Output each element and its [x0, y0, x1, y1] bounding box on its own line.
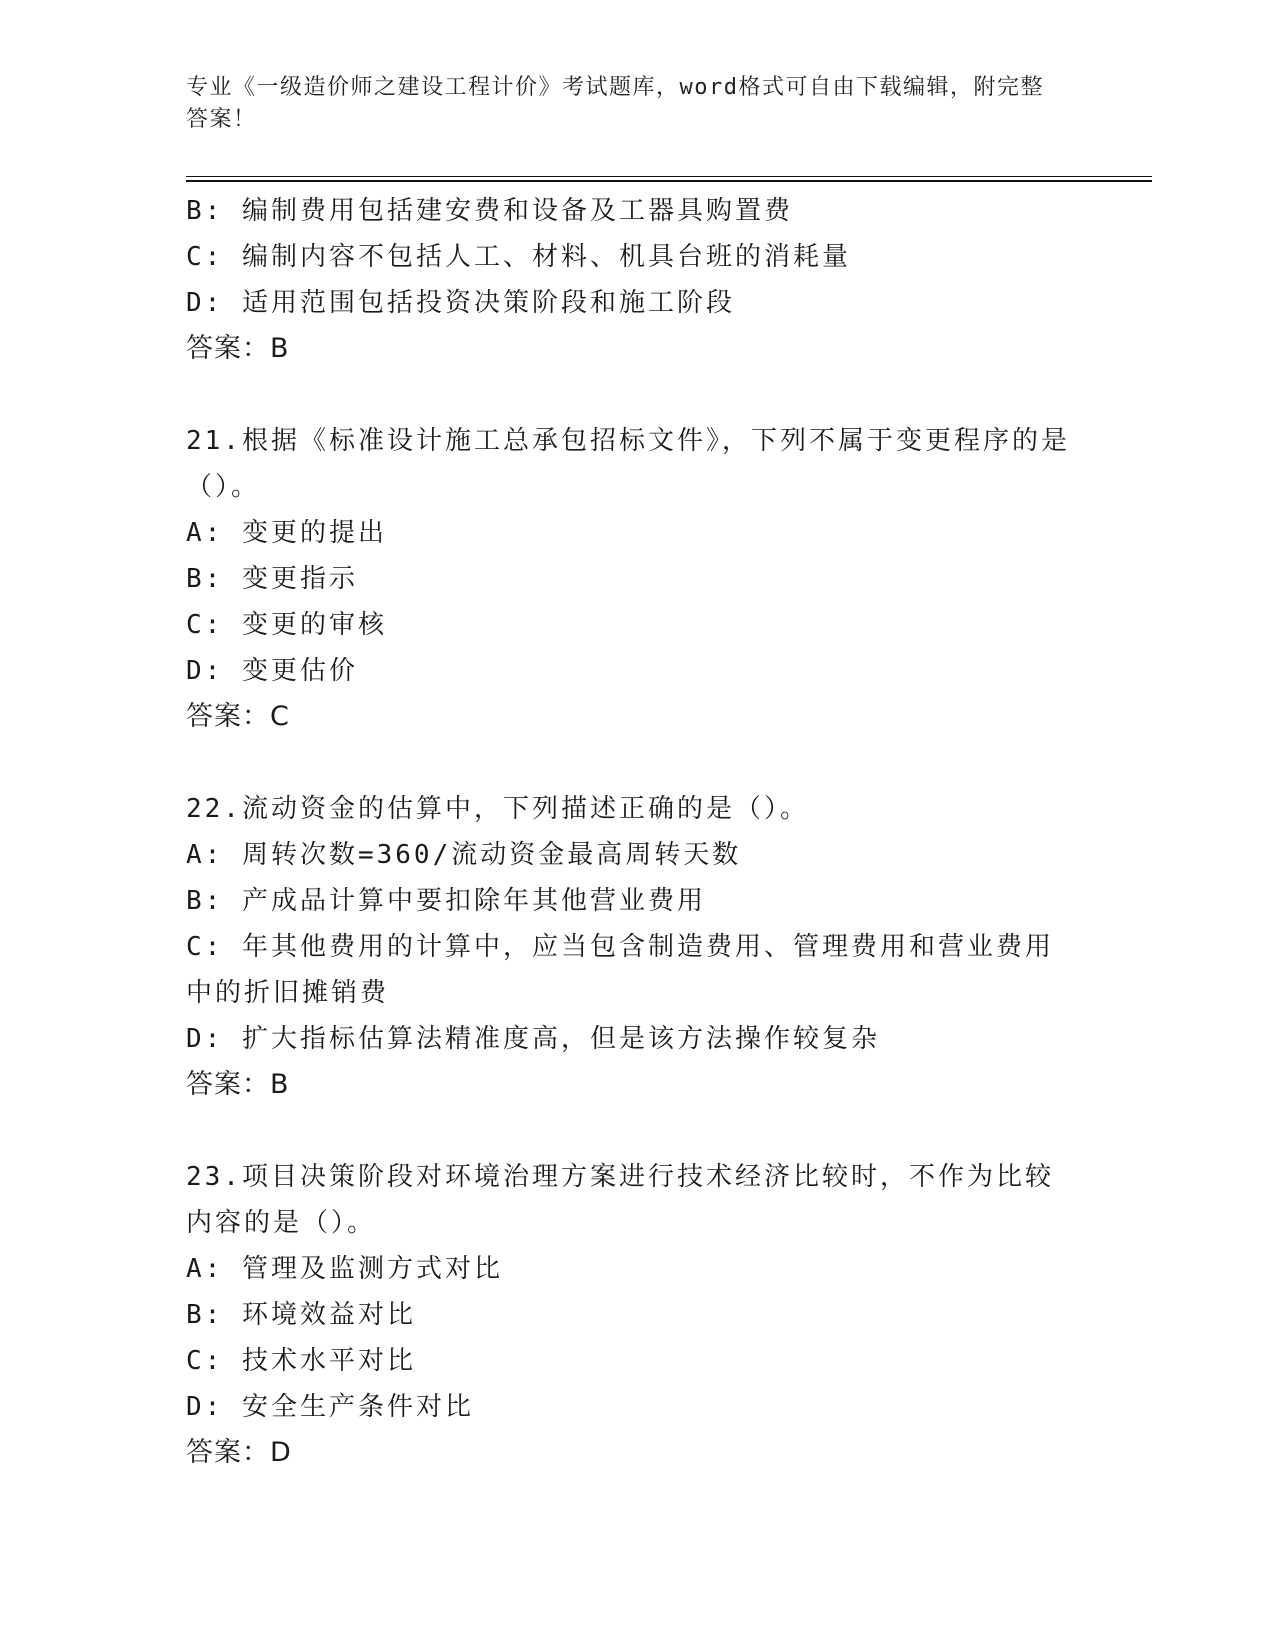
option-c: C: 编制内容不包括人工、材料、机具台班的消耗量 [186, 242, 851, 272]
header-divider-thin [186, 176, 1152, 177]
answer-line: 答案：B [186, 333, 290, 364]
question-block-partial [186, 188, 1076, 372]
option-d: D: 变更估价 [186, 656, 358, 686]
question-stem: 23.项目决策阶段对环境治理方案进行技术经济比较时，不作为比较内容的是（）。 [186, 1162, 1054, 1238]
question-block-21 [186, 418, 1076, 740]
option-d: D: 适用范围包括投资决策阶段和施工阶段 [186, 288, 735, 318]
spacer [186, 740, 1076, 786]
question-block-22 [186, 786, 1076, 1108]
option-b: B: 编制费用包括建安费和设备及工器具购置费 [186, 196, 793, 226]
answer-line: 答案：D [186, 1437, 292, 1468]
header-divider-thick [186, 180, 1152, 182]
option-a: A: 周转次数=360/流动资金最高周转天数 [186, 840, 742, 870]
answer-line: 答案：B [186, 1069, 290, 1100]
option-c: C: 变更的审核 [186, 610, 387, 640]
option-b: B: 变更指示 [186, 564, 358, 594]
spacer [186, 372, 1076, 418]
question-block-23 [186, 1154, 1076, 1476]
option-b: B: 产成品计算中要扣除年其他营业费用 [186, 886, 706, 916]
question-stem: 22.流动资金的估算中，下列描述正确的是（）。 [186, 794, 809, 824]
option-d: D: 安全生产条件对比 [186, 1392, 474, 1422]
question-stem: 21.根据《标准设计施工总承包招标文件》，下列不属于变更程序的是（）。 [186, 426, 1070, 502]
option-a: A: 管理及监测方式对比 [186, 1254, 503, 1284]
spacer [186, 1108, 1076, 1154]
option-a: A: 变更的提出 [186, 518, 387, 548]
option-c: C: 年其他费用的计算中，应当包含制造费用、管理费用和营业费用中的折旧摊销费 [186, 932, 1054, 1008]
option-d: D: 扩大指标估算法精准度高，但是该方法操作较复杂 [186, 1024, 880, 1054]
option-c: C: 技术水平对比 [186, 1346, 416, 1376]
option-b: B: 环境效益对比 [186, 1300, 416, 1330]
answer-line: 答案：C [186, 701, 290, 732]
document-header: 专业《一级造价师之建设工程计价》考试题库，word格式可自由下载编辑，附完整答案！ [186, 75, 1044, 132]
question-list [186, 188, 1076, 1476]
